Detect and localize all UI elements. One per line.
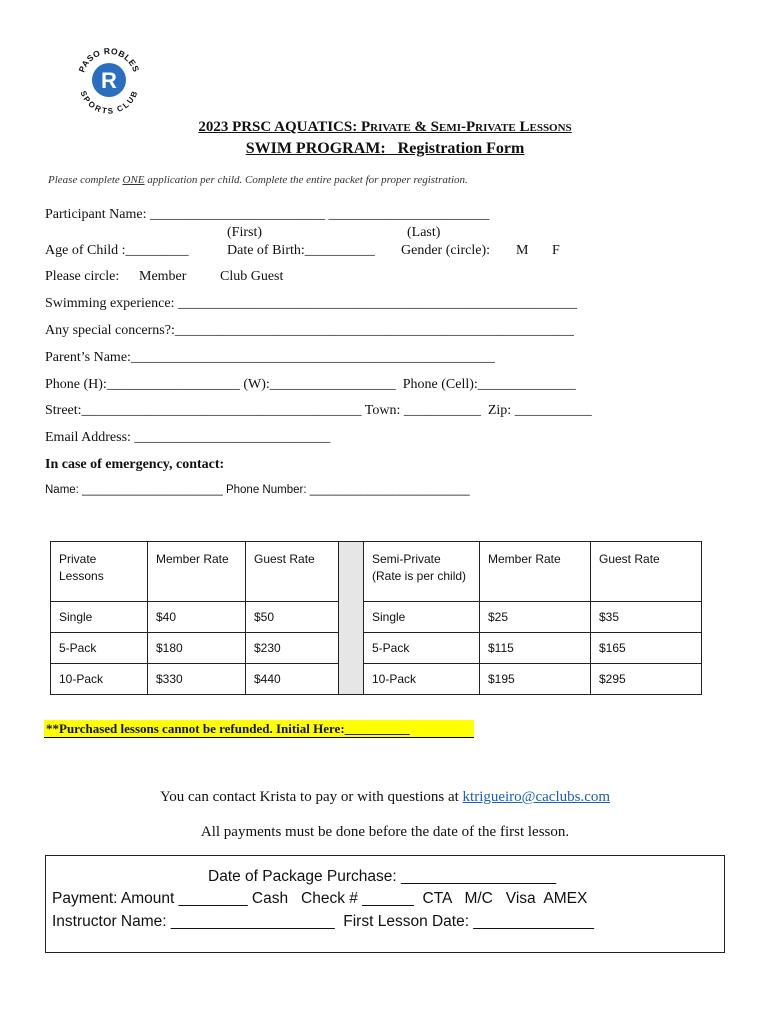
contact-line bbox=[0, 789, 770, 806]
table-cell: $25 bbox=[480, 602, 591, 633]
table-cell: 10-Pack bbox=[51, 664, 148, 695]
participant-name-field[interactable]: Participant Name: _________________________ _______________________ bbox=[45, 207, 490, 222]
intro-emphasis: ONE bbox=[122, 174, 145, 186]
table-cell: 5-Pack bbox=[51, 633, 148, 664]
emergency-heading: In case of emergency, contact: bbox=[45, 457, 225, 472]
table-cell: $50 bbox=[246, 602, 339, 633]
header-semi-guest-rate: Guest Rate bbox=[591, 542, 702, 602]
membership-option-member[interactable]: Member bbox=[139, 269, 187, 284]
table-cell: 10-Pack bbox=[364, 664, 480, 695]
first-name-label: (First) bbox=[227, 225, 262, 240]
table-row bbox=[51, 633, 702, 664]
table-cell: $180 bbox=[148, 633, 246, 664]
gender-option-m[interactable]: M bbox=[516, 243, 529, 258]
table-cell: $330 bbox=[148, 664, 246, 695]
swimming-experience-field[interactable]: Swimming experience: _________________________________________________________ bbox=[45, 296, 577, 311]
office-use-box bbox=[45, 855, 725, 953]
table-cell: $35 bbox=[591, 602, 702, 633]
email-field[interactable]: Email Address: ____________________________ bbox=[45, 430, 331, 445]
title-prefix: 2023 PRSC AQUATICS: bbox=[198, 119, 361, 135]
header-semi-private: Semi-Private (Rate is per child) bbox=[364, 542, 480, 602]
gender-label: Gender (circle): bbox=[401, 243, 490, 258]
address-fields[interactable]: Street:________________________________________ Town: ___________ Zip: ___________ bbox=[45, 403, 592, 418]
lesson-rates-table bbox=[50, 541, 702, 695]
table-cell: $440 bbox=[246, 664, 339, 695]
last-name-label: (Last) bbox=[407, 225, 441, 240]
membership-option-guest[interactable]: Club Guest bbox=[220, 269, 284, 284]
payment-method-field[interactable]: Payment: Amount ________ Cash Check # ______ CTA M/C Visa AMEX bbox=[52, 890, 588, 907]
table-row bbox=[51, 664, 702, 695]
contact-text: You can contact Krista to pay or with questions at bbox=[159, 789, 463, 805]
form-title-line2 bbox=[0, 140, 770, 158]
emergency-contact-field[interactable]: Name: ______________________ Phone Number: _________________________ bbox=[45, 484, 470, 496]
dob-field[interactable]: Date of Birth:__________ bbox=[227, 243, 375, 258]
refund-notice: **Purchased lessons cannot be refunded. Initial Here:__________ bbox=[44, 720, 474, 738]
header-private-guest-rate: Guest Rate bbox=[246, 542, 339, 602]
header-private-lessons: Private Lessons bbox=[51, 542, 148, 602]
header-private-member-rate: Member Rate bbox=[148, 542, 246, 602]
intro-after: application per child. Complete the entire packet for proper registration. bbox=[144, 174, 468, 186]
table-row bbox=[51, 602, 702, 633]
membership-label: Please circle: bbox=[45, 269, 120, 284]
table-cell: $295 bbox=[591, 664, 702, 695]
parent-name-field[interactable]: Parent’s Name:____________________________________________________ bbox=[45, 350, 495, 365]
payment-deadline: All payments must be done before the date of the first lesson. bbox=[200, 824, 570, 840]
instructor-field[interactable]: Instructor Name: ___________________ First Lesson Date: ______________ bbox=[52, 913, 595, 930]
table-cell: Single bbox=[51, 602, 148, 633]
purchase-date-field[interactable]: Date of Package Purchase: __________________ bbox=[208, 868, 557, 885]
special-concerns-field[interactable]: Any special concerns?:_________________________________________________________ bbox=[45, 323, 574, 338]
table-cell: $230 bbox=[246, 633, 339, 664]
club-logo bbox=[74, 44, 144, 114]
table-cell: $40 bbox=[148, 602, 246, 633]
table-cell: Single bbox=[364, 602, 480, 633]
table-cell: $195 bbox=[480, 664, 591, 695]
logo-text-bottom: SPORTS CLUB bbox=[78, 89, 140, 114]
table-header-row bbox=[51, 542, 702, 602]
logo-letter: R bbox=[101, 68, 117, 93]
form-title-line1 bbox=[0, 119, 770, 136]
table-divider bbox=[339, 542, 364, 695]
phone-fields[interactable]: Phone (H):___________________ (W):__________________ Phone (Cell):______________ bbox=[45, 377, 576, 392]
title-smallcaps: Private & Semi-Private Lessons bbox=[360, 119, 572, 135]
table-cell: $115 bbox=[480, 633, 591, 664]
club-logo-graphic bbox=[74, 44, 144, 114]
table-cell: $165 bbox=[591, 633, 702, 664]
gender-option-f[interactable]: F bbox=[552, 243, 560, 258]
table-cell: 5-Pack bbox=[364, 633, 480, 664]
logo-text-top: PASO ROBLES bbox=[76, 45, 142, 74]
age-field[interactable]: Age of Child :_________ bbox=[45, 243, 189, 258]
intro-instructions bbox=[48, 174, 468, 186]
header-semi-member-rate: Member Rate bbox=[480, 542, 591, 602]
title-line2-text: SWIM PROGRAM: Registration Form bbox=[245, 140, 525, 157]
intro-before: Please complete bbox=[48, 174, 123, 186]
contact-email-link[interactable]: ktrigueiro@caclubs.com bbox=[462, 789, 611, 805]
